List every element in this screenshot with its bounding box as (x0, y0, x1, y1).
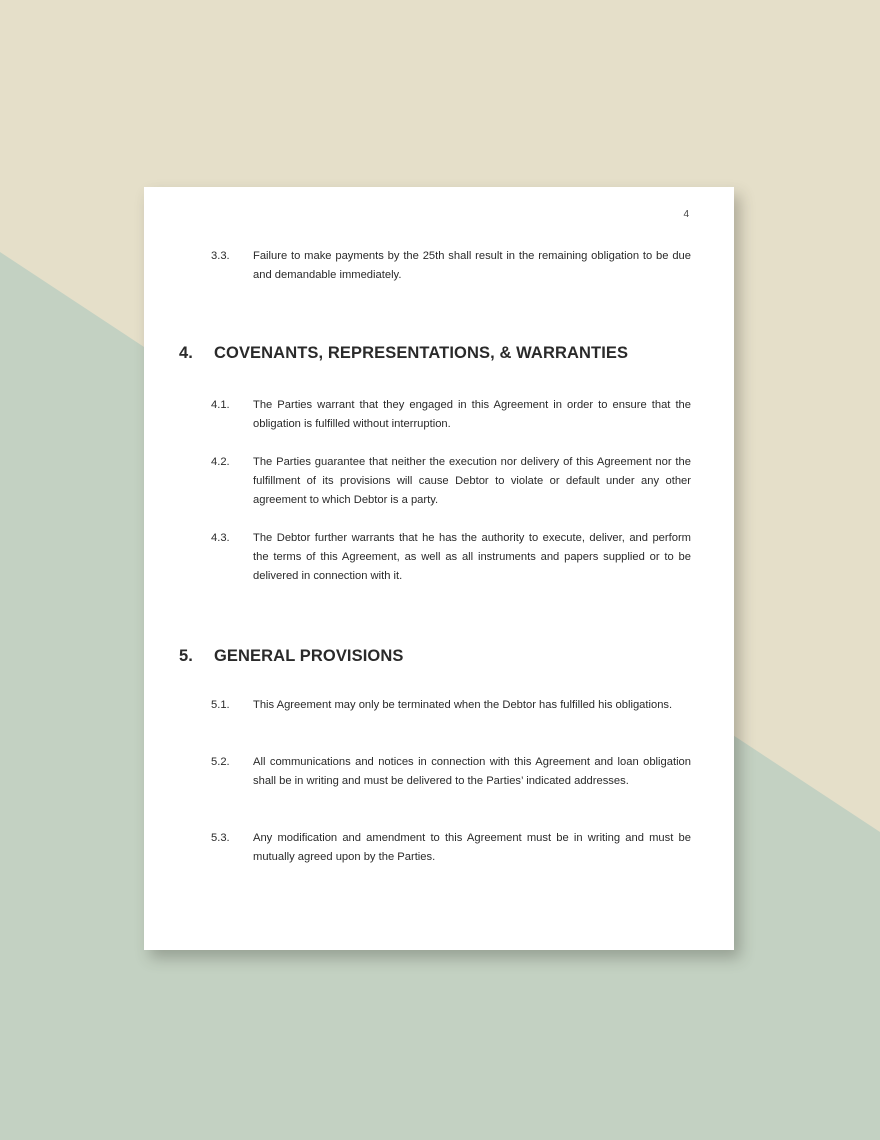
section-title: GENERAL PROVISIONS (214, 647, 404, 665)
clause-number: 3.3. (211, 250, 230, 262)
clause-number: 4.2. (211, 456, 230, 468)
clause-4-2 (211, 453, 691, 510)
clause-number: 5.2. (211, 756, 230, 768)
clause-text: This Agreement may only be terminated when the Debtor has fulfilled his obligations. (253, 699, 673, 711)
clause-text: The Debtor further warrants that he has the authority to execute, deliver, and perform the terms of this Agreement, as well as all instruments and papers supplied or to be delivered in connection with it. (253, 532, 691, 582)
clause-3-3 (211, 247, 691, 285)
clause-text: All communications and notices in connection with this Agreement and loan obligation shall be in writing and must be delivered to the Parties’ indicated addresses. (253, 756, 691, 787)
section-number: 5. (179, 647, 193, 665)
section-heading-4 (179, 344, 628, 363)
clause-5-3 (211, 829, 691, 867)
document-page (144, 187, 734, 950)
clause-number: 5.3. (211, 832, 230, 844)
clause-4-1 (211, 396, 691, 434)
clause-5-1 (211, 696, 691, 715)
clause-number: 4.1. (211, 399, 230, 411)
section-number: 4. (179, 344, 193, 362)
section-heading-5 (179, 647, 403, 666)
section-title: COVENANTS, REPRESENTATIONS, & WARRANTIES (214, 344, 629, 362)
clause-4-3 (211, 529, 691, 586)
clause-text: Any modification and amendment to this Agreement must be in writing and must be mutually agreed upon by the Parties. (253, 832, 691, 863)
page-number: 4 (683, 209, 689, 220)
clause-number: 5.1. (211, 699, 230, 711)
clause-number: 4.3. (211, 532, 230, 544)
clause-text: The Parties warrant that they engaged in this Agreement in order to ensure that the obligation is fulfilled without interruption. (253, 399, 691, 430)
clause-text: The Parties guarantee that neither the execution nor delivery of this Agreement nor the fulfillment of its provisions will cause Debtor to violate or default under any other agreement to which Debtor is a party. (253, 456, 691, 506)
clause-text: Failure to make payments by the 25th shall result in the remaining obligation to be due and demandable immediately. (253, 250, 691, 281)
clause-5-2 (211, 753, 691, 791)
